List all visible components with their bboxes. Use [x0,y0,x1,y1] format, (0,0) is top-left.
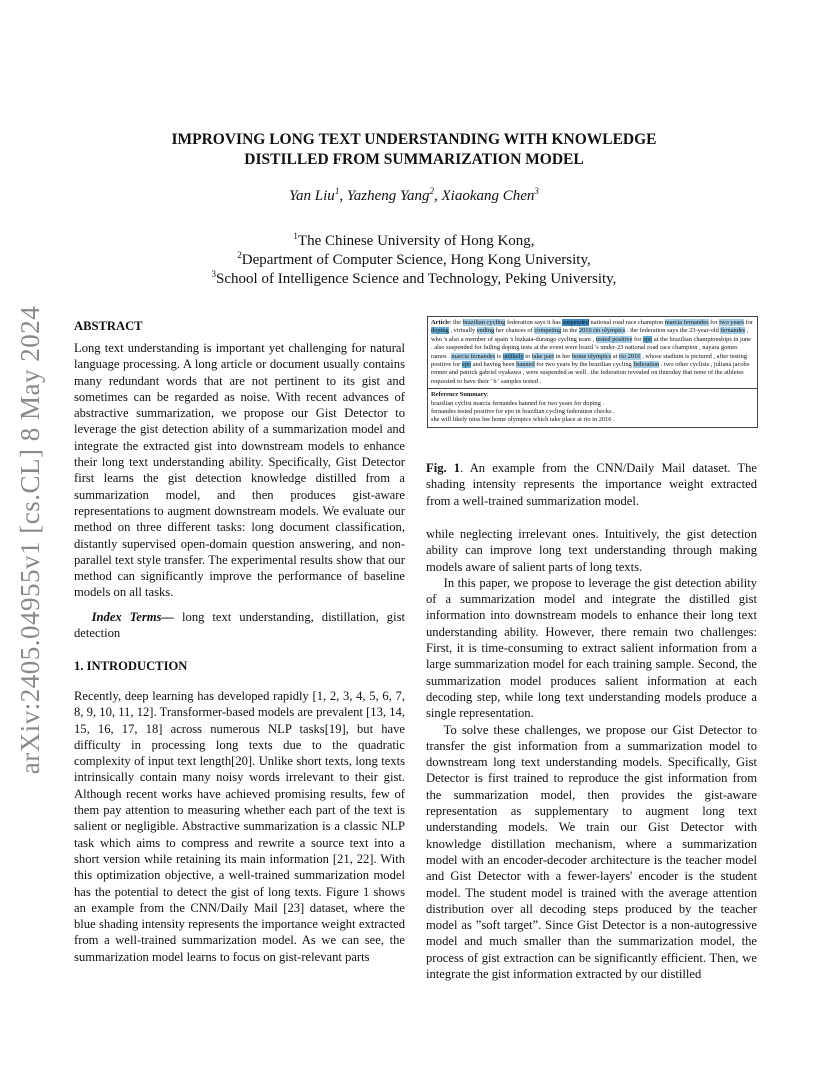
affiliation-1-text: The Chinese University of Hong Kong, [297,233,535,249]
highlighted-token: banned [516,361,535,369]
highlighted-token: home olympics [571,352,612,360]
highlighted-token: two years [719,319,744,326]
paper-title [120,130,708,170]
abstract-text: Long text understanding is important yet challenging for natural language processing. A long article or document usually contains many redundant words that are not pertinent to its gist and sometimes can be regarded as noise. With recent advances of abstractive summarization, we propose our Gist Detector to leverage the gist detection ability of a summarization model and integrate the extracted gist into downstream models to enhance their long text understanding ability. Specifically, Gist Detector first learns the gist detection knowledge distilled from a summarization model, and then produces gist-aware representations to augment downstream models. We evaluate our method on three different tasks: long document classification, distantly supervised open-domain question answering, and non-parallel text style transfer. The experimental results show that our method can significantly improve the performance of baseline models on all tasks. [74,341,405,600]
highlighted-token: doping [431,327,449,335]
arxiv-watermark: arXiv:2405.04955v1 [cs.CL] 8 May 2024 [15,305,45,775]
abstract-body [74,340,405,641]
affiliation-3-sup: 3 [211,269,217,279]
right-paragraph-2: In this paper, we propose to leverage the gist detection ability of a summarization model and integrate the distilled gist information into downstream models to enhance their long text understanding ability. However, there remain two challenges: First, it is time-consuming to extract salient information from a large summarization model for each training sample. Second, the summarization model produces salient information at each decoding step, while long text understanding models produce a single representation. [426,575,757,721]
right-column-body [426,526,757,982]
author-2: Yazheng Yang [346,188,430,204]
figure-summary-line-3: she will likely miss her home olympics which take place at rio in 2016 . [431,416,615,424]
highlighted-token: tested positive [595,335,633,343]
affiliation-3-text: School of Intelligence Science and Technology, Peking University, [216,271,617,287]
highlighted-token: marcia fernandes [664,319,709,326]
figure-caption-text: . An example from the CNN/Daily Mail dataset. The shading intensity represents the importance weight extracted from a well-trained summarization model. [426,461,757,508]
highlighted-token: epo [461,361,472,369]
figure-article-text [431,319,753,385]
figure-summary [428,388,757,427]
article-token: for two years by the brazilian cycling [534,361,634,369]
article-token: for [708,319,720,326]
highlighted-token: suspended [562,319,589,326]
figure-summary-line-2: fernandes tested positive for epo in brazilian cycling federation checks . [431,408,615,416]
highlighted-token: brazilian cycling [462,319,506,326]
article-token: , whose stadium is pictured , after testing positive for [431,352,747,369]
article-token: , virtually [448,327,477,335]
article-token: : the [449,319,463,326]
affiliation-2-sup: 2 [237,250,242,260]
affiliation-3 [120,264,708,289]
abstract-heading: ABSTRACT [74,319,143,333]
figure-summary-line-1: brazilian cyclist marcia fernandes banned for two years for doping . [431,399,605,407]
article-token: . the federation says the 23-year-old [625,327,721,335]
title-line-1: IMPROVING LONG TEXT UNDERSTANDING WITH KNOWLEDGE [171,131,657,148]
highlighted-token: marcia fernandes [451,352,496,360]
affiliation-1-sup: 1 [293,231,298,241]
title-line-2: DISTILLED FROM SUMMARIZATION MODEL [244,151,584,168]
index-terms-label: Index Terms— [91,609,175,624]
article-token: for [743,319,753,326]
article-token: at [611,352,620,360]
article-token: and having been [471,361,517,369]
article-token: to [523,352,532,360]
article-token: national road race champion [588,319,665,326]
highlighted-token: competing [534,327,562,335]
figure-1-box [427,316,758,428]
author-3: Xiaokang Chen [441,188,535,204]
highlighted-token: ending [476,327,495,335]
figure-caption-label: Fig. 1 [426,461,461,475]
intro-body [74,688,405,965]
article-token: . two other cyclists , juliana jacobs renner and patrick gabriel oyakawa , were suspended as well . the federation revealed on thursday that none of the athletes requested to have their ' b ' samples tested . [431,361,750,385]
highlighted-token: take part [531,352,555,360]
figure-summary-label: Reference Summary [431,391,487,399]
intro-paragraph-1: Recently, deep learning has developed rapidly [1, 2, 3, 4, 5, 6, 7, 8, 9, 10, 11, 12]. Transformer-based models are prevalent [13, 14, 15, 16, 17, 18] across numerous NLP tasks[19], but have difficulty in processing long texts due to the quadratic complexity of input text length[20]. Unlike short texts, long texts intrinsically contain many noisy words irrelevant to their gist. Although recent works have achieved promising results, few of them pay attention to measuring whether each part of the text is salient or negligible. Abstractive summarization is a classic NLP task which aims to compress and rewrite a source text into a short version while retaining its main information [21, 22]. With this optimization objective, a well-trained summarization model has the potential to detect the gist of long texts. Figure 1 shows an example from the CNN/Daily Mail [23] dataset, where the blue shading intensity represents the importance weight extracted from a well-trained summarization model. As we can see, the summarization model learns to focus on gist-relevant parts [74,689,405,964]
index-terms-text: long text understanding, distillation, gist detection [74,609,405,641]
figure-1-caption [426,460,757,509]
highlighted-token: federation [633,361,660,369]
article-token: for [632,335,644,343]
highlighted-token: 2016 rio olympics [578,327,626,335]
article-token: , who 's also a member of spain 's bizkaia-durango cycling team , [431,327,749,343]
highlighted-token: rio 2016 [619,352,641,360]
right-paragraph-3: To solve these challenges, we propose our Gist Detector to transfer the gist information from a summarization model to downstream long text understanding models. Specifically, Gist Detector is first trained to reproduce the gist information from the summarization model, then provides the gist-aware representation as supplementary to augment long text understanding models. We train our Gist Detector with knowledge distillation mechanism, where a summarization model with an encoder-decoder architecture is the teacher model and Gist Detector with a fewer-layers' encoder is the student model. The student model is trained with the average attention distribution over all decoding steps produced by the teacher model as ”soft target”. Since Gist Detector is a non-autogressive model and much smaller than the summarization model, the process of gist extraction can be significantly efficient. Then, we integrate the gist information extracted by our distilled [426,722,757,982]
highlighted-token: fernandes [720,327,746,335]
author-1-affil: 1 [334,186,340,196]
article-token: in the [561,327,579,335]
article-token: is [495,352,503,360]
article-token: at the brazilian championships in june . also suspended for failing doping tests at the event were brazil 's under-23 national road race champion , nayara gomes ramos . [431,335,752,360]
figure-article [428,317,757,388]
article-token: her chances of [494,327,535,335]
highlighted-token: epo [643,335,653,343]
author-list: Yan Liu$^1$, Yazheng Yang$^2$, Xiaokang Chen$^3$ [289,186,539,204]
figure-summary-line-0: : [486,391,489,399]
author-3-affil: 3 [534,186,539,196]
affiliation-2-text: Department of Computer Science, Hong Kong University, [241,252,591,268]
author-2-affil: 2 [429,186,434,196]
author-1: Yan Liu [289,188,335,204]
highlighted-token: unlikely [502,352,524,360]
intro-heading: 1. INTRODUCTION [74,659,188,673]
index-terms [74,609,405,642]
article-token: federation says it has [505,319,563,326]
right-paragraph-1: while neglecting irrelevant ones. Intuitively, the gist detection ability can improve long text understanding through making models aware of salient parts of long texts. [426,527,757,574]
article-token: in her [554,352,572,360]
figure-article-label: Article [431,319,450,326]
